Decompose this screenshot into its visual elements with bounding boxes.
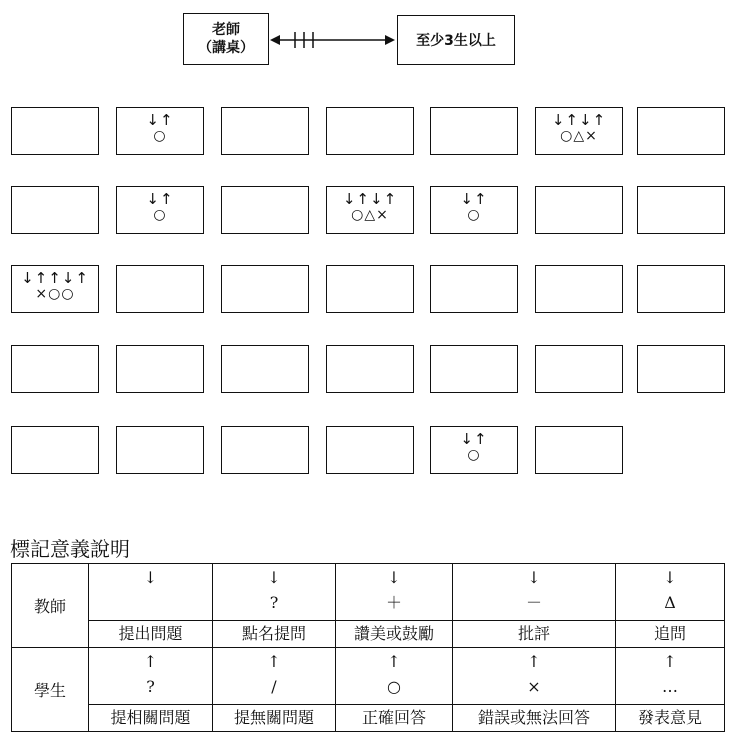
student-desk — [326, 107, 414, 155]
student-desk — [11, 265, 99, 313]
student-desk — [11, 426, 99, 474]
legend-symbol-cell — [616, 648, 725, 705]
student-desk — [637, 345, 725, 393]
legend-symbol: … — [662, 677, 678, 696]
interaction-link-arrow — [268, 26, 398, 54]
legend-meaning: 正確回答 — [336, 705, 453, 732]
student-desk — [326, 345, 414, 393]
legend-table — [11, 563, 725, 732]
student-desk — [116, 426, 204, 474]
desk-marks — [431, 187, 517, 223]
legend-symbol: － — [525, 593, 542, 612]
student-desk — [221, 107, 309, 155]
legend-symbol: ＋ — [385, 593, 402, 612]
legend-symbol-cell — [213, 564, 336, 621]
legend-symbol: / — [271, 677, 277, 696]
legend-role-label: 學生 — [12, 648, 89, 732]
student-desk — [221, 345, 309, 393]
student-desk — [116, 107, 204, 155]
legend-title: 標記意義說明 — [10, 537, 130, 561]
student-desk — [637, 186, 725, 234]
student-desk — [116, 186, 204, 234]
desk-marks — [327, 187, 413, 223]
student-desk — [535, 345, 623, 393]
legend-arrow: ↑ — [527, 652, 541, 671]
legend-symbol: ○ — [387, 677, 401, 696]
legend-symbol: × — [527, 677, 541, 696]
legend-symbol: ? — [146, 677, 155, 696]
legend-arrow: ↓ — [143, 568, 158, 587]
student-desk — [535, 186, 623, 234]
legend-symbol-cell — [453, 564, 616, 621]
student-desk — [535, 426, 623, 474]
legend-meaning: 發表意見 — [616, 705, 725, 732]
legend-role-label: 教師 — [12, 564, 89, 648]
student-desk — [116, 265, 204, 313]
legend-symbol-cell — [213, 648, 336, 705]
student-desk — [326, 265, 414, 313]
student-desk — [637, 107, 725, 155]
response-codes: ○ — [153, 128, 167, 144]
legend-symbol-cell — [453, 648, 616, 705]
legend-arrow: ↑ — [663, 652, 677, 671]
student-desk — [430, 265, 518, 313]
legend-arrow: ↓ — [663, 568, 677, 587]
legend-symbol: Δ — [664, 593, 676, 612]
response-codes: ○ — [467, 207, 481, 223]
legend-arrow: ↑ — [267, 652, 281, 671]
legend-meaning: 讚美或鼓勵 — [336, 621, 453, 648]
student-desk — [430, 186, 518, 234]
student-desk — [535, 265, 623, 313]
legend-meaning: 提無關問題 — [213, 705, 336, 732]
student-desk — [637, 265, 725, 313]
legend-arrow: ↓ — [387, 568, 401, 587]
student-desk — [535, 107, 623, 155]
interaction-arrows: ↓↑ — [146, 190, 174, 208]
interaction-arrows: ↓↑↓↑ — [342, 190, 398, 208]
legend-meaning: 提相關問題 — [89, 705, 213, 732]
student-desk — [221, 426, 309, 474]
legend-meaning: 批評 — [453, 621, 616, 648]
legend-symbol-cell — [336, 648, 453, 705]
teacher-label: 老師 — [212, 22, 240, 38]
response-codes: ○△× — [351, 207, 389, 223]
response-codes: ○ — [467, 447, 481, 463]
interaction-arrows: ↓↑↓↑ — [551, 111, 607, 129]
legend-arrow: ↑ — [143, 652, 158, 671]
legend-arrow: ↓ — [527, 568, 541, 587]
student-desk — [430, 107, 518, 155]
student-requirement-box — [397, 15, 515, 65]
student-desk — [326, 426, 414, 474]
legend-meaning: 點名提問 — [213, 621, 336, 648]
legend-meaning: 追問 — [616, 621, 725, 648]
interaction-arrows: ↓↑ — [460, 190, 488, 208]
desk-marks — [536, 108, 622, 144]
interaction-arrows: ↓↑ — [460, 430, 488, 448]
legend-arrow: ↓ — [267, 568, 281, 587]
teacher-desk-label: （講桌） — [198, 40, 254, 56]
legend-meaning: 錯誤或無法回答 — [453, 705, 616, 732]
student-desk — [430, 345, 518, 393]
legend-meaning: 提出問題 — [89, 621, 213, 648]
student-desk — [221, 186, 309, 234]
student-desk — [326, 186, 414, 234]
legend-symbol-cell — [89, 648, 213, 705]
student-desk — [11, 107, 99, 155]
legend-symbol-cell — [616, 564, 725, 621]
student-desk — [430, 426, 518, 474]
interaction-arrows: ↓↑↑↓↑ — [21, 269, 89, 287]
interaction-arrows: ↓↑ — [146, 111, 174, 129]
desk-marks — [117, 187, 203, 223]
student-desk — [11, 186, 99, 234]
response-codes: ○ — [153, 207, 167, 223]
student-desk — [221, 265, 309, 313]
student-desk — [11, 345, 99, 393]
legend-symbol — [89, 590, 212, 618]
legend-symbol-cell — [89, 564, 213, 621]
legend-arrow: ↑ — [387, 652, 401, 671]
desk-marks — [117, 108, 203, 144]
teacher-desk — [183, 13, 269, 65]
desk-marks — [431, 427, 517, 463]
requirement-label: 至少3生以上 — [416, 33, 496, 49]
response-codes: ○△× — [560, 128, 598, 144]
legend-symbol-cell — [336, 564, 453, 621]
student-desk — [116, 345, 204, 393]
legend-symbol: ? — [269, 593, 279, 612]
response-codes: ×○○ — [35, 286, 75, 302]
desk-marks — [12, 266, 98, 302]
